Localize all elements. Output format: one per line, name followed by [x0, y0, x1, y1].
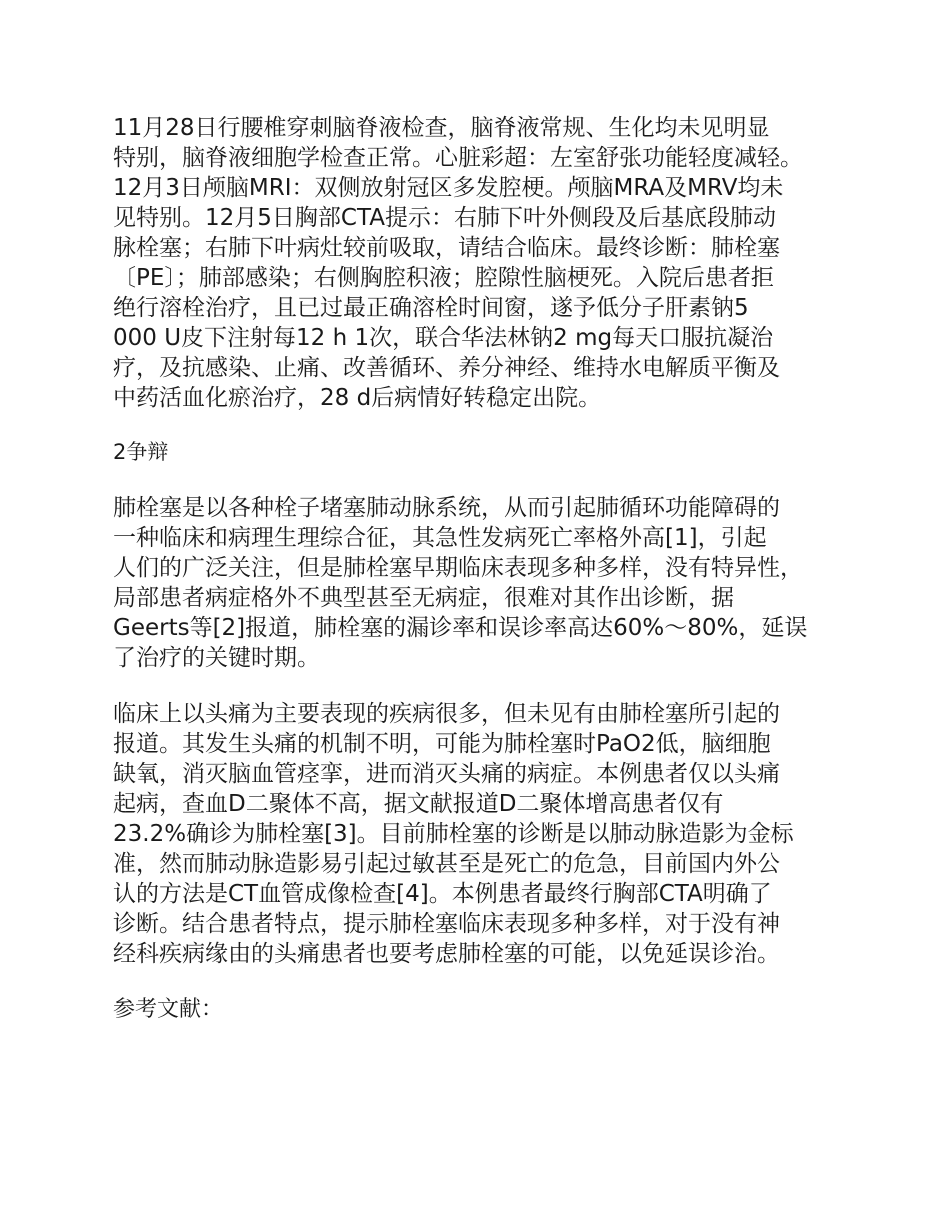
discussion-paragraph-1: 肺栓塞是以各种栓子堵塞肺动脉系统，从而引起肺循环功能障碍的 一种临床和病理生理综合征，其急性发病死亡率格外高[1]，引起 人们的广泛关注，但是肺栓塞早期临床表现多种多样，没有特异性， 局部患者病症格外不典型甚至无病症，很难对其作出诊断，据 Geerts等[2]报道，肺栓塞的漏诊率和误诊率高达60%～80%，延误 了治疗的关键时期。	[113, 495, 808, 671]
case-course-paragraph: 11月28日行腰椎穿刺脑脊液检查，脑脊液常规、生化均未见明显 特别，脑脊液细胞学检查正常。心脏彩超：左室舒张功能轻度减轻。 12月3日颅脑MRI：双侧放射冠区多发腔梗。颅脑MRA及MRV均未 见特别。12月5日胸部CTA提示：右肺下叶外侧段及后基底段肺动 脉栓塞；右肺下叶病灶较前吸取，请结合临床。最终诊断：肺栓塞 〔PE〕；肺部感染；右侧胸腔积液；腔隙性脑梗死。入院后患者拒 绝行溶栓治疗，且已过最正确溶栓时间窗，遂予低分子肝素钠5 000 U皮下注射每12 h 1次，联合华法林钠2 mg每天口服抗凝治 疗，及抗感染、止痛、改善循环、养分神经、维持水电解质平衡及 中药活血化瘀治疗，28 d后病情好转稳定出院。	[113, 115, 803, 411]
document-page	[113, 113, 843, 1025]
references-heading: 参考文献：	[113, 997, 224, 1022]
discussion-paragraph-2: 临床上以头痛为主要表现的疾病很多，但未见有由肺栓塞所引起的 报道。其发生头痛的机制不明，可能为肺栓塞时PaO2低，脑细胞 缺氧，消灭脑血管痉挛，进而消灭头痛的病症。本例患者仅以头痛 起病，查血D二聚体不高，据文献报道D二聚体增高患者仅有 23.2%确诊为肺栓塞[3]。目前肺栓塞的诊断是以肺动脉造影为金标 准，然而肺动脉造影易引起过敏甚至是死亡的危急，目前国内外公 认的方法是CT血管成像检查[4]。本例患者最终行胸部CTA明确了 诊断。结合患者特点，提示肺栓塞临床表现多种多样，对于没有神 经科疾病缘由的头痛患者也要考虑肺栓塞的可能，以免延误诊治。	[113, 701, 794, 967]
section-heading-discussion: 2争辩	[113, 440, 169, 464]
